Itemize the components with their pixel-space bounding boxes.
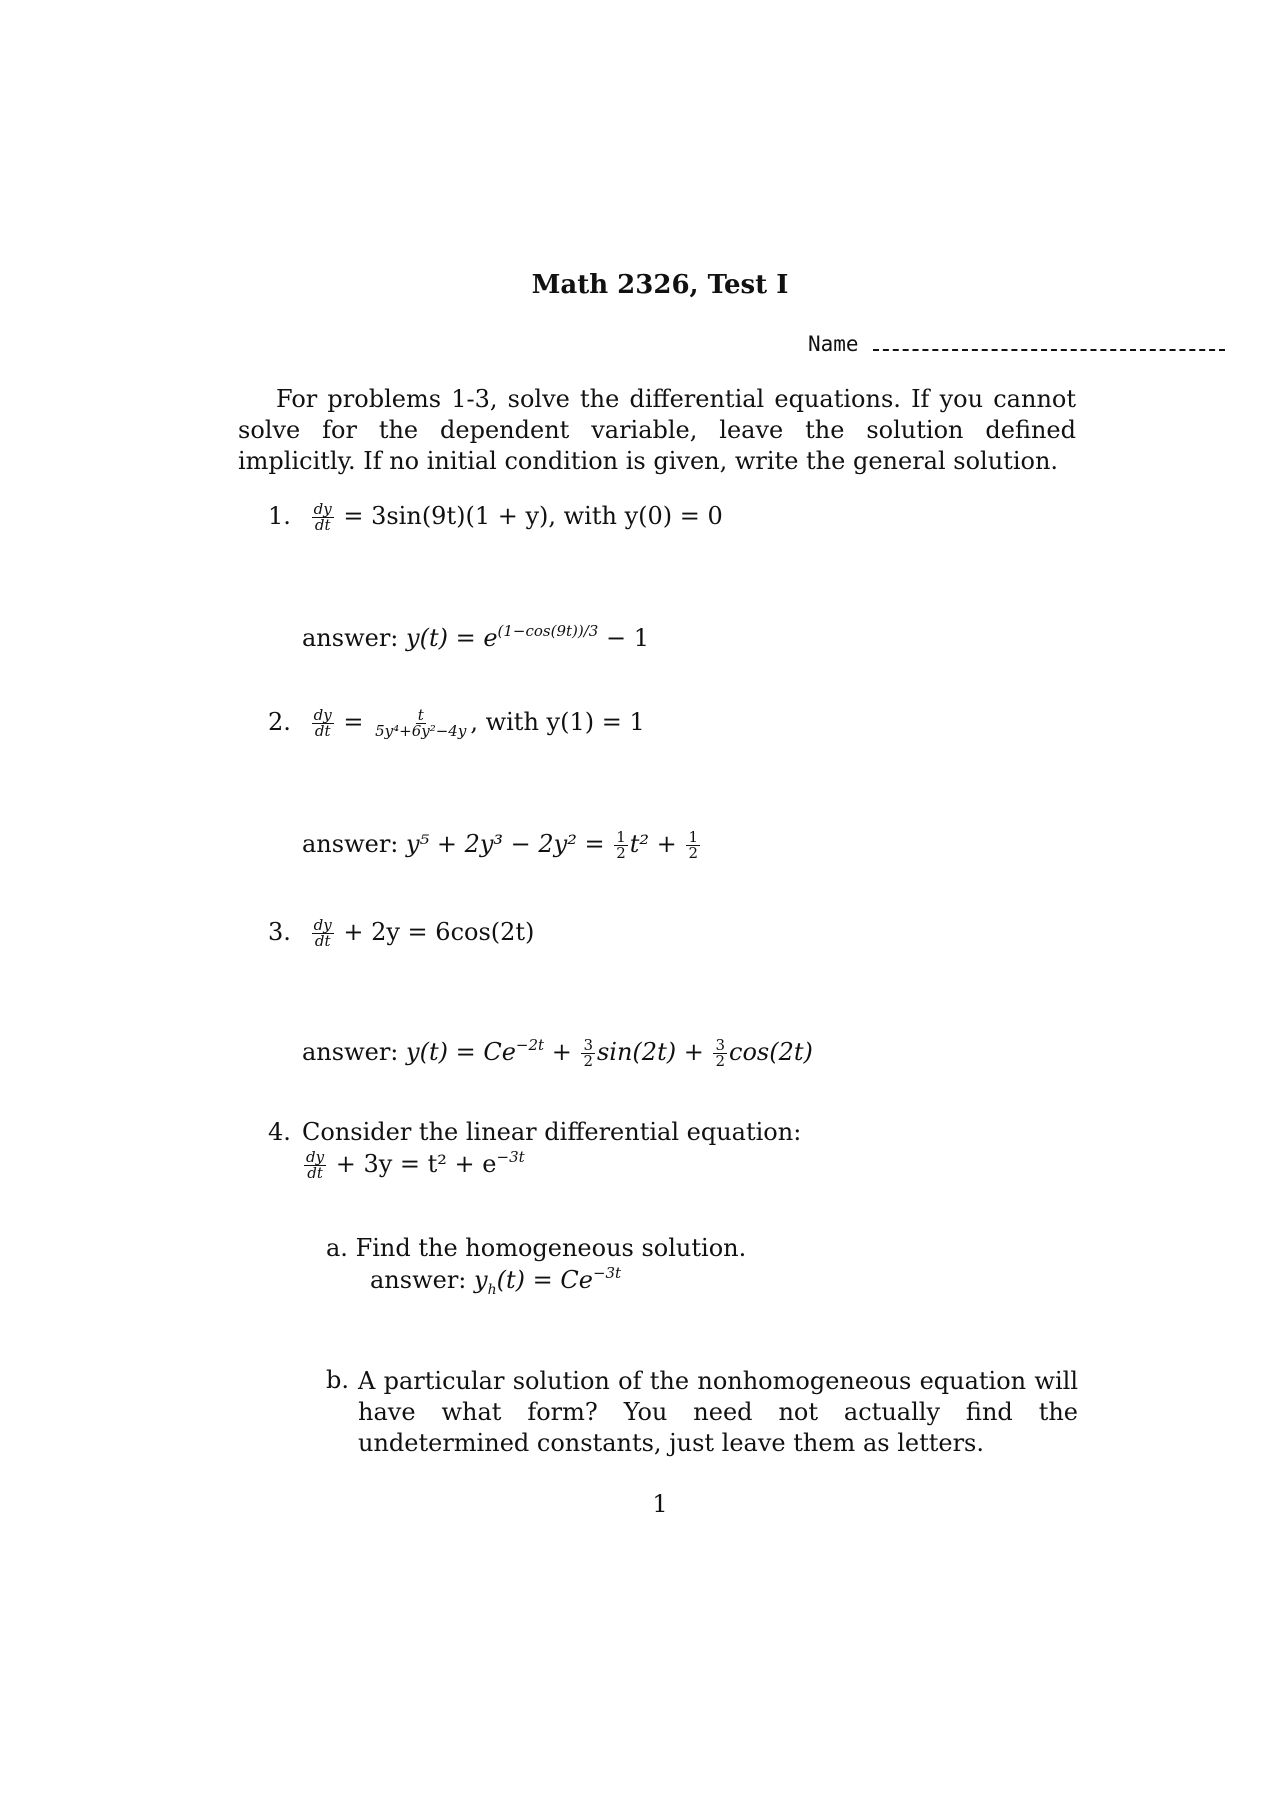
answer-exponent: −3t — [592, 1264, 622, 1282]
derivative-dydt: $\frac{dy}{dt}$ — [313, 706, 332, 740]
answer-label: answer: — [302, 830, 399, 858]
page-title: Math 2326, Test I — [531, 270, 789, 300]
problem-number: 4. — [268, 1118, 291, 1146]
equation-exponent: −3t — [496, 1148, 525, 1166]
answer-expression: y(t) = e — [406, 624, 498, 652]
answer-subscript: h — [487, 1281, 497, 1298]
answer-tail: − 1 — [598, 624, 649, 652]
name-field — [808, 332, 1225, 356]
problem-number: 1. — [268, 502, 291, 530]
name-label: Name — [808, 332, 859, 356]
problem-3-equation: + 2y = 6cos(2t) — [343, 918, 535, 946]
instructions-text: For problems 1-3, solve the differential equations. If you cannot solve for the dependent variable, leave the solution defined implicitly. If no initial condition is given, write the general solution. — [238, 385, 1076, 475]
answer-expression: y — [474, 1266, 488, 1294]
name-blank-line[interactable] — [873, 335, 1225, 351]
derivative-dydt: $\frac{dy}{dt}$ — [313, 916, 332, 950]
plus-sign: + — [551, 1038, 572, 1066]
problem-number: 3. — [268, 918, 291, 946]
answer-expression: y⁵ + 2y³ − 2y² = — [406, 830, 605, 858]
answer-middle: t² + — [629, 830, 677, 858]
rhs-fraction: $\frac{t}{\text{5y⁴+6y²−4y}}$ — [375, 706, 467, 740]
answer-expression: y(t) = Ce — [406, 1038, 516, 1066]
part-b — [326, 1366, 1078, 1459]
instructions — [238, 384, 1076, 477]
problem-1-equation: = 3sin(9t)(1 + y), with y(0) = 0 — [343, 502, 723, 530]
three-halves-fraction: $\frac{3}{2}$ — [715, 1036, 725, 1070]
answer-exponent: −2t — [515, 1036, 545, 1054]
derivative-dydt: $\frac{dy}{dt}$ — [313, 500, 332, 534]
problem-2-answer — [302, 830, 702, 861]
problem-1 — [268, 502, 723, 533]
answer-label: answer: — [302, 1038, 399, 1066]
problem-3-answer — [302, 1036, 813, 1069]
problem-2 — [268, 708, 645, 739]
answer-rest: (t) = Ce — [496, 1266, 593, 1294]
part-a-text: Find the homogeneous solution. — [355, 1234, 747, 1262]
part-b-text: A particular solution of the nonhomogeneous equation will have what form? You need not actually find the undetermined constants, just leave them as letters. — [358, 1367, 1078, 1457]
problem-4-equation — [302, 1148, 525, 1181]
part-a-answer — [370, 1264, 621, 1298]
answer-exponent: (1−cos(9t))/3 — [497, 622, 599, 640]
problem-2-condition: , with y(1) = 1 — [470, 708, 645, 736]
problem-4 — [268, 1118, 801, 1146]
problem-number: 2. — [268, 708, 291, 736]
equation-body: + 3y = t² + e — [335, 1150, 497, 1178]
answer-label: answer: — [370, 1266, 467, 1294]
half-fraction: $\frac{1}{2}$ — [688, 828, 698, 862]
answer-sine-term: sin(2t) + — [596, 1038, 704, 1066]
three-halves-fraction: $\frac{3}{2}$ — [583, 1036, 593, 1070]
part-label: b. — [326, 1366, 349, 1394]
part-a — [326, 1234, 746, 1262]
derivative-dydt: $\frac{dy}{dt}$ — [306, 1148, 325, 1182]
page-number: 1 — [652, 1490, 668, 1518]
answer-cosine-term: cos(2t) — [729, 1038, 813, 1066]
equals-sign: = — [343, 708, 364, 736]
problem-1-answer — [302, 622, 649, 652]
part-label: a. — [326, 1234, 348, 1262]
problem-3 — [268, 918, 534, 949]
half-fraction: $\frac{1}{2}$ — [616, 828, 626, 862]
answer-label: answer: — [302, 624, 399, 652]
problem-4-text: Consider the linear differential equation: — [302, 1118, 802, 1146]
